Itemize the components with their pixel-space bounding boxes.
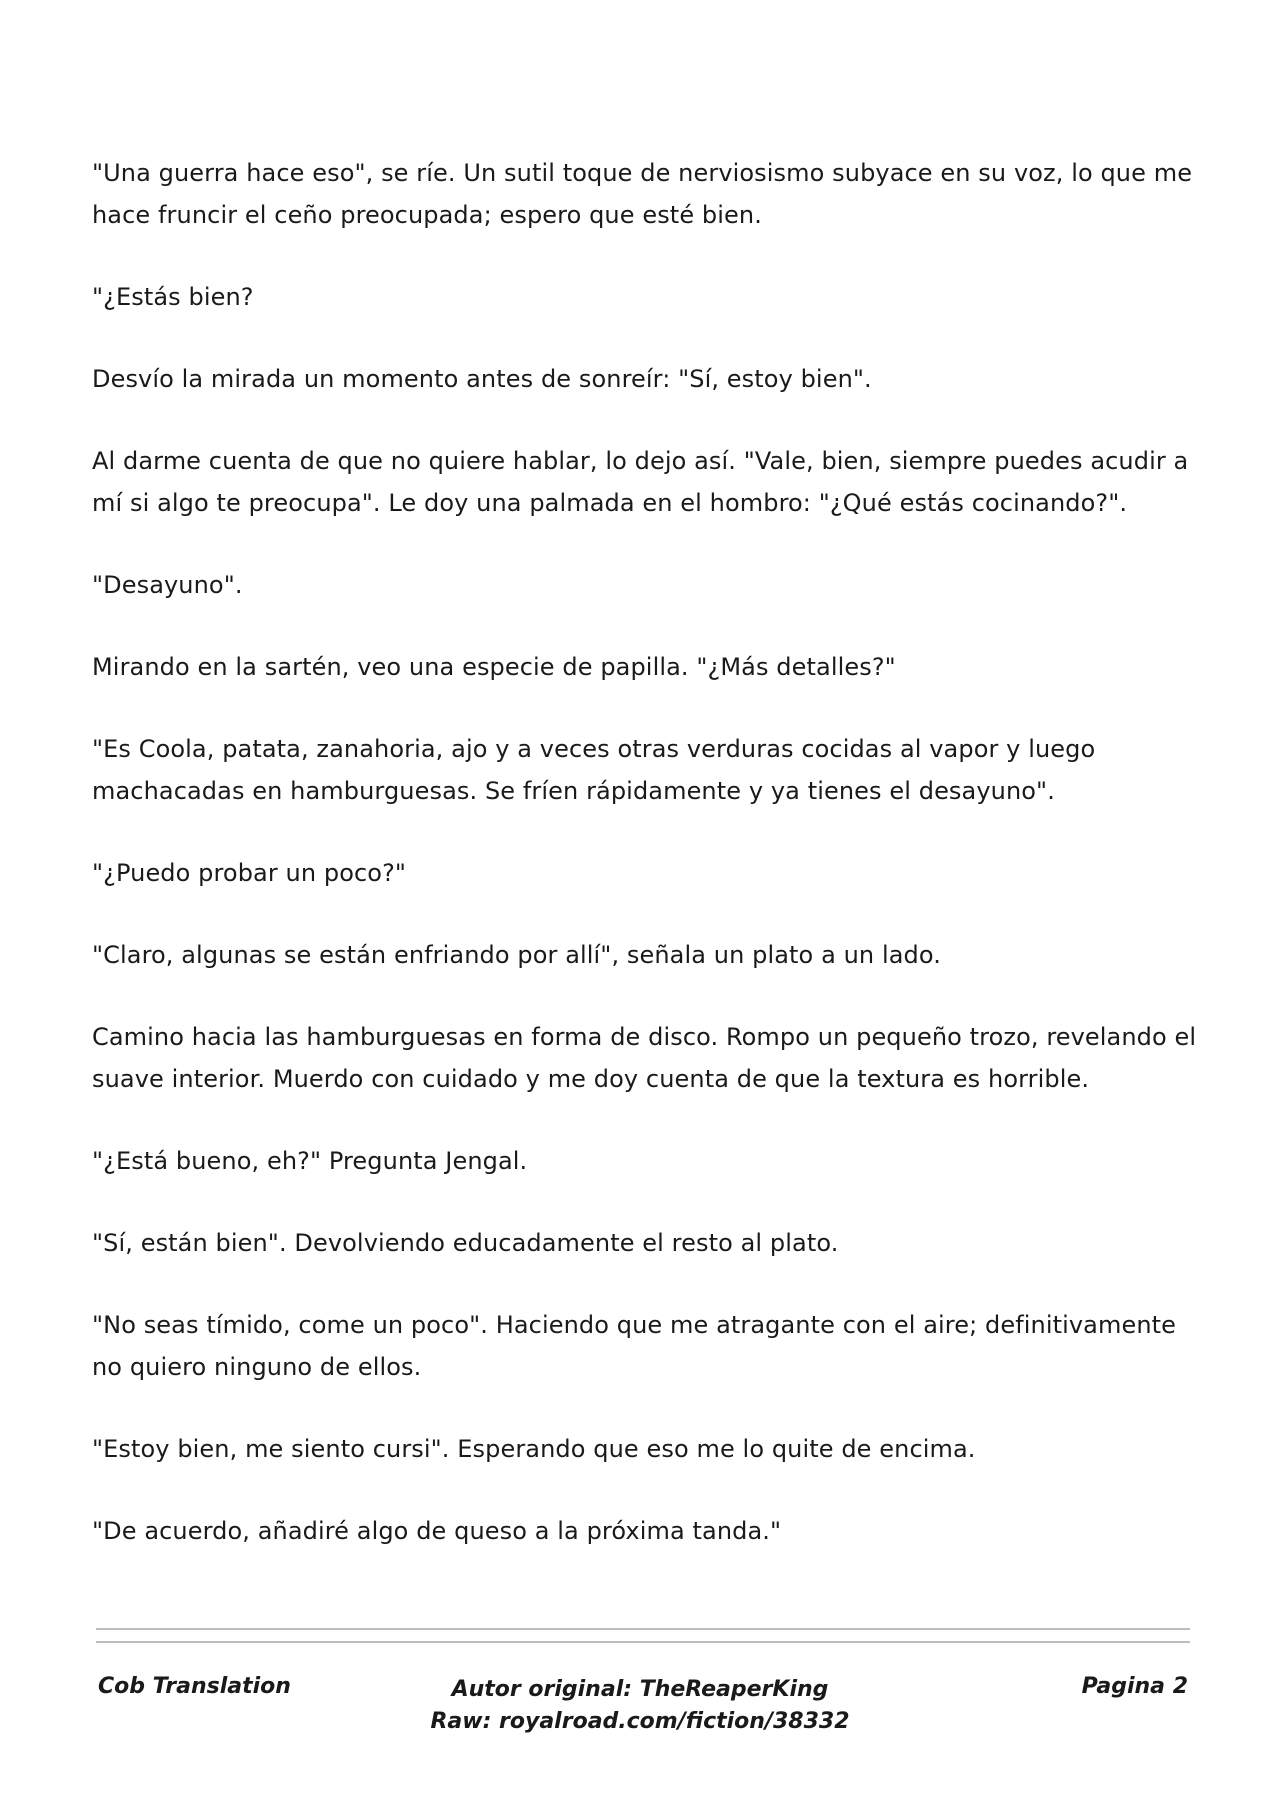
- paragraph: "¿Está bueno, eh?" Pregunta Jengal.: [92, 1147, 528, 1175]
- body-text: [92, 152, 1200, 1592]
- paragraph: "Sí, están bien". Devolviendo educadamente el resto al plato.: [92, 1229, 839, 1257]
- paragraph: "De acuerdo, añadiré algo de queso a la próxima tanda.": [92, 1517, 782, 1545]
- paragraph: "¿Estás bien?: [92, 283, 254, 311]
- footer-translator: Cob Translation: [98, 1674, 291, 1699]
- footer-divider-top: [96, 1628, 1190, 1630]
- paragraph: "Una guerra hace eso", se ríe. Un sutil toque de nerviosismo subyace en su voz, lo que me hace fruncir el ceño preocupada; espero que esté bien.: [92, 159, 1193, 229]
- paragraph: Camino hacia las hamburguesas en forma de disco. Rompo un pequeño trozo, revelando el suave interior. Muerdo con cuidado y me doy cuenta de que la textura es horrible.: [92, 1023, 1197, 1093]
- paragraph: "Claro, algunas se están enfriando por allí", señala un plato a un lado.: [92, 941, 941, 969]
- paragraph: "Es Coola, patata, zanahoria, ajo y a veces otras verduras cocidas al vapor y luego machacadas en hamburguesas. Se fríen rápidamente y ya tienes el desayuno".: [92, 735, 1096, 805]
- paragraph: "No seas tímido, come un poco". Haciendo que me atragante con el aire; definitivamente no quiero ninguno de ellos.: [92, 1311, 1177, 1381]
- paragraph: Mirando en la sartén, veo una especie de papilla. "¿Más detalles?": [92, 653, 896, 681]
- footer-credits: [390, 1674, 890, 1738]
- footer-author: Autor original: TheReaperKing: [451, 1677, 829, 1702]
- paragraph: Al darme cuenta de que no quiere hablar, lo dejo así. "Vale, bien, siempre puedes acudir a mí si algo te preocupa". Le doy una palmada en el hombro: "¿Qué estás cocinando?".: [92, 447, 1189, 517]
- paragraph: "¿Puedo probar un poco?": [92, 859, 407, 887]
- footer-raw-source: Raw: royalroad.com/fiction/38332: [430, 1709, 850, 1734]
- footer-page-number: Pagina 2: [1081, 1674, 1188, 1699]
- paragraph: Desvío la mirada un momento antes de sonreír: "Sí, estoy bien".: [92, 365, 872, 393]
- paragraph: "Estoy bien, me siento cursi". Esperando que eso me lo quite de encima.: [92, 1435, 976, 1463]
- paragraph: "Desayuno".: [92, 571, 243, 599]
- footer-divider-bottom: [96, 1641, 1190, 1643]
